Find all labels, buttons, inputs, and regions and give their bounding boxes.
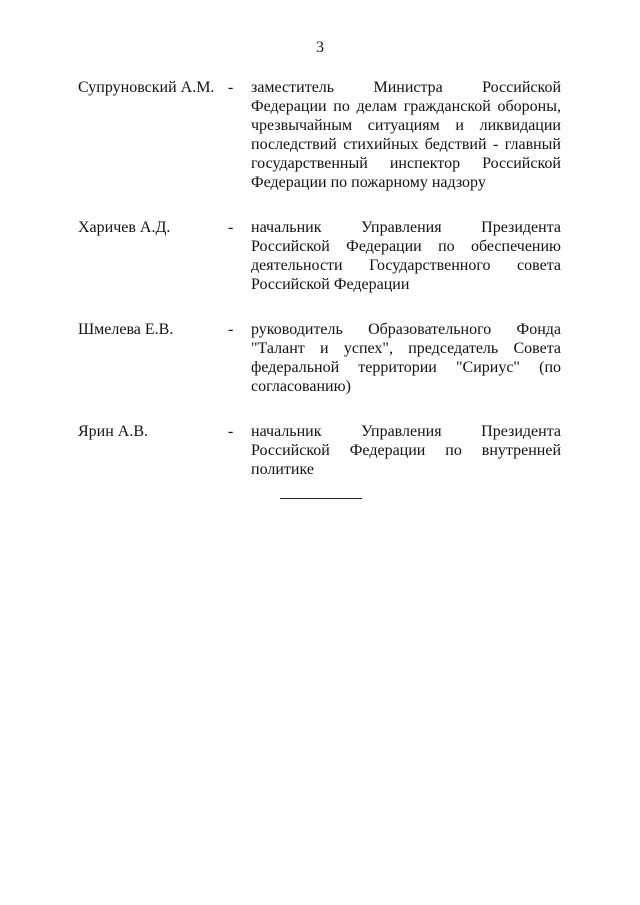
member-name: Харичев А.Д. (78, 219, 171, 236)
member-name: Ярин А.В. (78, 423, 149, 440)
member-name: Супруновский А.М. (78, 79, 215, 96)
member-dash: - (228, 423, 234, 440)
member-name: Шмелева Е.В. (78, 321, 174, 338)
member-position: заместитель Министра Российской Федерации по делам гражданской обороны, чрезвычайным ситуациям и ликвидации последствий стихийных бедствий - главный государственный инспектор Российской Федерации по пожарному надзору (251, 79, 561, 191)
page-number: 3 (316, 39, 324, 56)
member-entry (78, 78, 561, 192)
member-position: начальник Управления Президента Российской Федерации по обеспечению деятельности Государственного совета Российской Федерации (251, 219, 561, 293)
member-list (78, 78, 561, 505)
member-entry (78, 422, 561, 479)
member-position: начальник Управления Президента Российской Федерации по внутренней политике (251, 423, 561, 478)
member-entry (78, 320, 561, 396)
member-dash: - (228, 321, 234, 338)
member-position: руководитель Образовательного Фонда "Талант и успех", председатель Совета федеральной территории "Сириус" (по согласованию) (251, 321, 561, 395)
member-dash: - (228, 79, 234, 96)
member-entry (78, 218, 561, 294)
member-dash: - (228, 219, 234, 236)
closing-divider (280, 498, 362, 499)
